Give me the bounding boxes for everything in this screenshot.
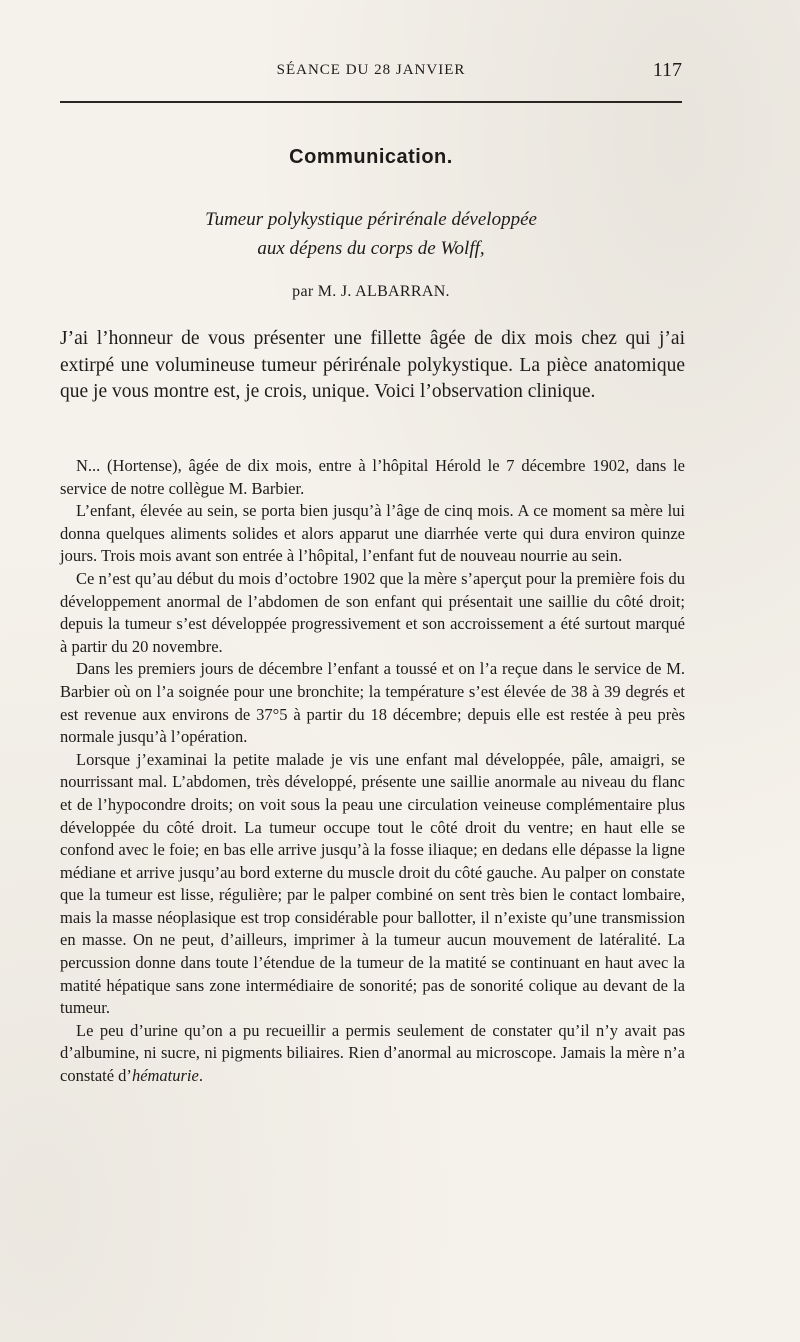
paragraph-6-italic: hématurie: [131, 1066, 199, 1086]
page-number: 117: [652, 59, 682, 81]
observation-paragraph-2: L’enfant, élevée au sein, se porta bien jusqu’à l’âge de cinq mois. A ce moment sa mère lui donna quelques aliments solides et alors apparut une diarrhée verte qui dura environ quinze jours. Trois mois avant son entrée à l’hôpital, l’enfant fut de nouveau nourrie au sein.: [60, 501, 685, 566]
section-title: Communication.: [289, 146, 453, 168]
observation-body: [60, 455, 685, 1088]
header-rule: [60, 101, 682, 103]
intro-paragraph: [60, 326, 685, 406]
author-line: par M. J. ALBARRAN.: [292, 283, 450, 300]
intro-text: J’ai l’honneur de vous présenter une fillette âgée de dix mois chez qui j’ai extirpé une volumineuse tumeur périrénale polykystique. La pièce anatomique que je vous montre est, je crois, unique. Voici l’observation clinique.: [60, 328, 685, 402]
observation-paragraph-6: [60, 1020, 685, 1088]
article-title-line-2: aux dépens du corps de Wolff,: [257, 238, 485, 259]
article-title-line-1: Tumeur polykystique périrénale développée: [205, 209, 537, 230]
paragraph-6-end: .: [198, 1066, 203, 1086]
observation-paragraph-5: Lorsque j’examinai la petite malade je vis une enfant mal développée, pâle, amaigri, se nourrissant mal. L’abdomen, très développé, présente une saillie anormale au niveau du flanc et de l’hypocondre droits; on voit sous la peau une circulation veineuse complémentaire plus développée du côté droit. La tumeur occupe tout le côté droit du ventre; en haut elle se confond avec le foie; en bas elle arrive jusqu’à la fosse iliaque; en dedans elle dépasse la ligne médiane et arrive jusqu’au bord externe du muscle droit du côté gauche. Au palper on constate que la tumeur est lisse, régulière; par le palper combiné on sent très bien le contact lombaire, mais la masse néoplasique est trop considérable pour ballotter, il n’existe qu’une transmission en masse. On ne peut, d’ailleurs, imprimer à la tumeur aucun mouvement de latéralité. La percussion donne dans toute l’étendue de la tumeur de la matité se continuant en haut avec la matité hépatique sans zone intermédiaire de sonorité; pas de sonorité colique au devant de la tumeur.: [60, 749, 685, 1018]
paragraph-6-text: Le peu d’urine qu’on a pu recueillir a permis seulement de constater qu’il n’y avait pas d’albumine, ni sucre, ni pigments biliaires. Rien d’anormal au microscope. Jamais la mère n’a constaté d’: [60, 1020, 685, 1086]
observation-paragraph-3: Ce n’est qu’au début du mois d’octobre 1902 que la mère s’aperçut pour la première fois du développement anormal de l’abdomen de son enfant qui présentait une saillie du côté droit; depuis la tumeur s’est développée progressivement et son accroissement a été surtout marqué à partir du 20 novembre.: [60, 568, 685, 656]
running-title: SÉANCE DU 28 JANVIER: [276, 62, 466, 78]
page-header: [60, 59, 682, 86]
article-title: [60, 205, 682, 263]
observation-paragraph-4: Dans les premiers jours de décembre l’enfant a toussé et on l’a reçue dans le service de M. Barbier où on l’a soignée pour une bronchite; la température s’est élevée de 38 à 39 degrés et est revenue aux environs de 37°5 à partir du 18 décembre; depuis elle est restée à peu près normale jusqu’à l’opération.: [60, 659, 685, 747]
observation-paragraph-1: N... (Hortense), âgée de dix mois, entre à l’hôpital Hérold le 7 décembre 1902, dans le service de notre collègue M. Barbier.: [60, 456, 685, 498]
